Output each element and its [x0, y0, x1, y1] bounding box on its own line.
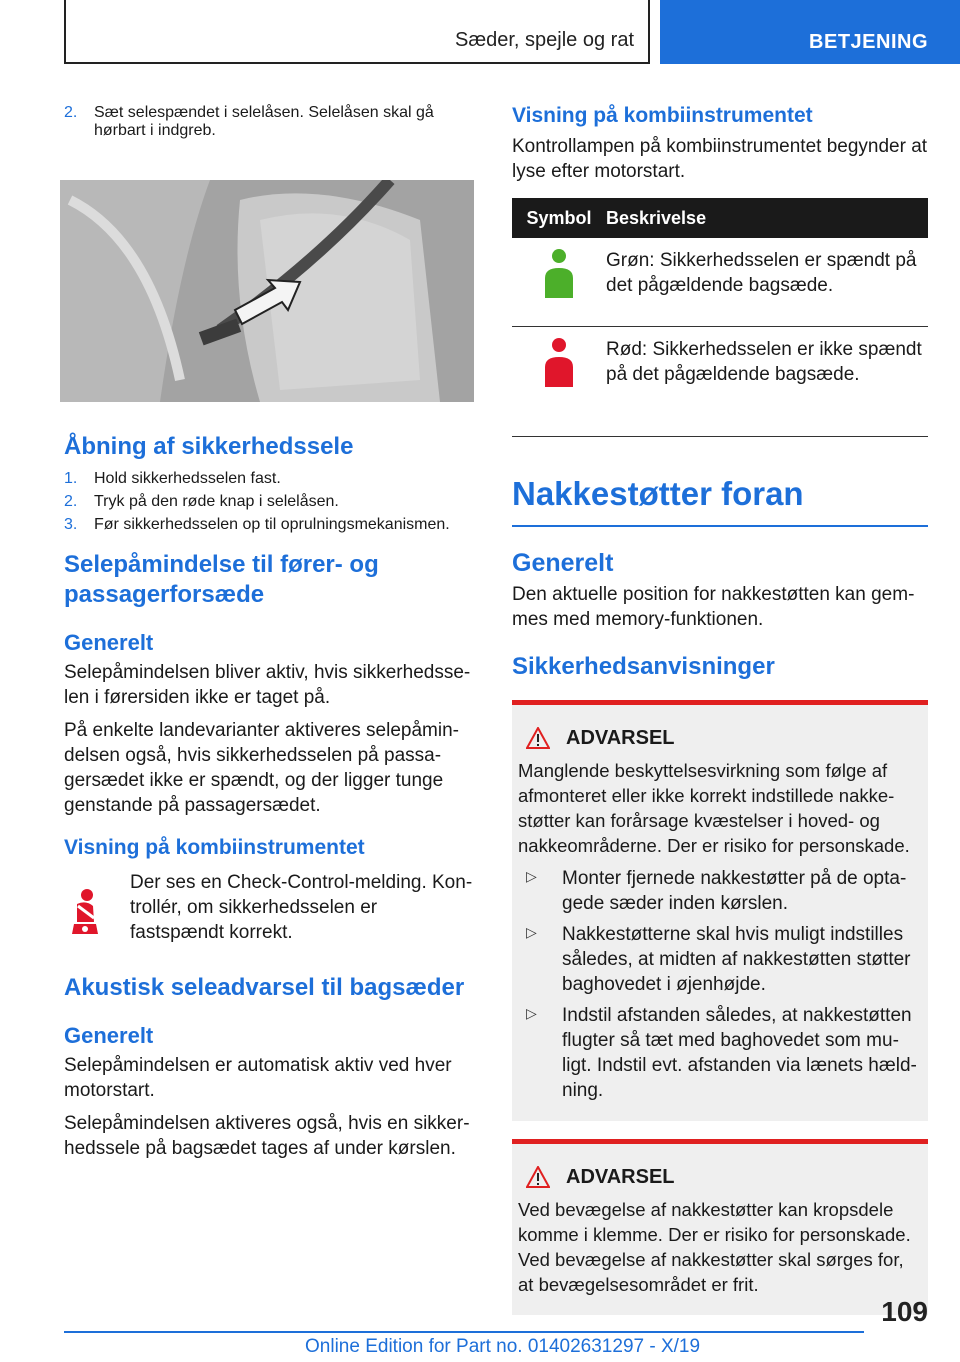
warning-box-2: [512, 1139, 928, 1315]
heading-safety: Sikkerhedsanvisninger: [512, 652, 775, 680]
warning-box-1: [512, 700, 928, 1121]
heading-acoustic: Akustisk seleadvarsel til bagsæder: [64, 974, 465, 1001]
step-text: Sæt selespændet i selelåsen. Selelåsen skal gå hørbart i indgreb.: [94, 104, 434, 139]
bullet-text: Monter fjernede nakkestøtter på de optagede sæder inden kørslen.: [562, 867, 907, 914]
paragraph-reminder-1: Selepåmindelsen bliver aktiv, hvis sikkerhedsselen i førersiden ikke er taget på.: [64, 662, 471, 708]
heading-headrests: Nakkestøtter foran: [512, 475, 928, 527]
bullet-triangle-icon: ▷: [526, 923, 537, 940]
heading-display-2: Visning på kombiinstrumentet: [512, 104, 813, 127]
paragraph-reminder-2: På enkelte landevarianter aktiveres selepåmindelsen også, hvis sikkerhedsselen på passagersædet ikke er spændt, og der ligger tunge genstande på passagersædet.: [64, 720, 459, 816]
right-column: [512, 104, 928, 1315]
footer-edition: Online Edition for Part no. 01402631297 - X/19: [305, 1336, 701, 1357]
seatbelt-warning-icon: [64, 870, 130, 945]
warning-title: [526, 1166, 922, 1189]
heading-belt-reminder: Selepåmindelse til fører- og passagerforsæde: [64, 551, 379, 608]
step-number: 3.: [64, 516, 78, 533]
step-text: Hold sikkerhedsselen fast.: [94, 470, 281, 487]
bullet-triangle-icon: ▷: [526, 867, 537, 884]
paragraph-acoustic-1: Selepåmindelsen er automatisk aktiv ved hver motorstart.: [64, 1055, 452, 1101]
seat-belt-photo: [60, 180, 474, 402]
table-cell: Grøn: Sikkerhedsselen er spændt på det pågældende bagsæde.: [606, 238, 928, 326]
list-item: [526, 866, 922, 916]
warning-text: Manglende beskyttelsesvirkning som følge af afmonteret eller ikke korrekt indstillede nakkestøtter kan forårsage kvæstelser i hoved- og nakkeområderne. Der er risiko for personskade.: [518, 759, 910, 856]
warning-triangle-icon: [526, 1166, 550, 1188]
header-section-box: [64, 0, 650, 64]
open-step-1: [64, 470, 476, 488]
check-control-note: [64, 870, 476, 945]
bullet-triangle-icon: ▷: [526, 1004, 537, 1021]
left-column: [64, 104, 476, 1161]
list-item: [526, 1003, 922, 1103]
table-header-symbol: Symbol: [512, 198, 606, 238]
paragraph-acoustic-2: Selepåmindelsen aktiveres også, hvis en sikkerhedssele på bagsædet tages af under kørslen.: [64, 1113, 470, 1159]
page-number: 109: [881, 1296, 928, 1327]
check-control-text: Der ses en Check-Control-melding. Kontrollér, om sikkerhedsselen er fastspændt korrekt.: [130, 872, 473, 943]
section-title: Sæder, spejle og rat: [455, 29, 634, 51]
red-seatbelt-icon: [512, 326, 606, 436]
warning-title: [526, 727, 922, 750]
step-number: 1.: [64, 470, 78, 487]
step-number: 2.: [64, 493, 78, 510]
chapter-tab[interactable]: [660, 0, 960, 64]
paragraph-display-intro: Kontrollampen på kombiinstrumentet begynder at lyse efter motorstart.: [512, 136, 928, 182]
step-item: [64, 104, 476, 140]
green-seatbelt-icon: [512, 238, 606, 326]
open-step-2: [64, 493, 476, 511]
table-row: [512, 238, 928, 326]
list-item: [526, 922, 922, 997]
heading-general-1: Generelt: [64, 630, 154, 655]
bullet-text: Indstil afstanden således, at nakkestøtten flugter så tæt med baghovedet som muligt. Indstil evt. afstanden via lænets hældning.: [562, 1004, 917, 1101]
bullet-text: Nakkestøtterne skal hvis muligt indstilles således, at midten af nakkestøtten støtter baghovedet i øjenhøjde.: [562, 923, 911, 995]
chapter-tab-label: BETJENING: [809, 31, 928, 53]
heading-open-belt: Åbning af sikkerhedssele: [64, 433, 354, 460]
table-header-row: [512, 198, 928, 238]
heading-general-3: Generelt: [512, 548, 614, 577]
symbol-table: [512, 198, 928, 437]
step-text: Før sikkerhedsselen op til oprulningsmekanismen.: [94, 516, 450, 533]
warning-text: Ved bevægelse af nakkestøtter kan kropsdele komme i klemme. Der er risiko for personskade. Ved bevægelse af nakkestøtter skal sørges for, at bevægelsesområdet er frit.: [518, 1198, 911, 1295]
paragraph-memory: Den aktuelle position for nakkestøtten kan gemmes med memory-funktionen.: [512, 583, 915, 630]
heading-general-2: Generelt: [64, 1023, 154, 1048]
footer-divider: [64, 1331, 864, 1333]
open-step-3: [64, 516, 476, 534]
table-header-description: Beskrivelse: [606, 198, 928, 238]
step-text: Tryk på den røde knap i selelåsen.: [94, 493, 339, 510]
heading-display-1: Visning på kombiinstrumentet: [64, 836, 365, 859]
seat-belt-illustration: [60, 180, 474, 402]
warning-title-text: ADVARSEL: [566, 1165, 675, 1188]
step-number: 2.: [64, 104, 78, 121]
table-cell: Rød: Sikkerhedsselen er ikke spændt på det pågældende bagsæde.: [606, 326, 928, 436]
warning-title-text: ADVARSEL: [566, 726, 675, 749]
warning-triangle-icon: [526, 727, 550, 749]
table-row: [512, 326, 928, 436]
